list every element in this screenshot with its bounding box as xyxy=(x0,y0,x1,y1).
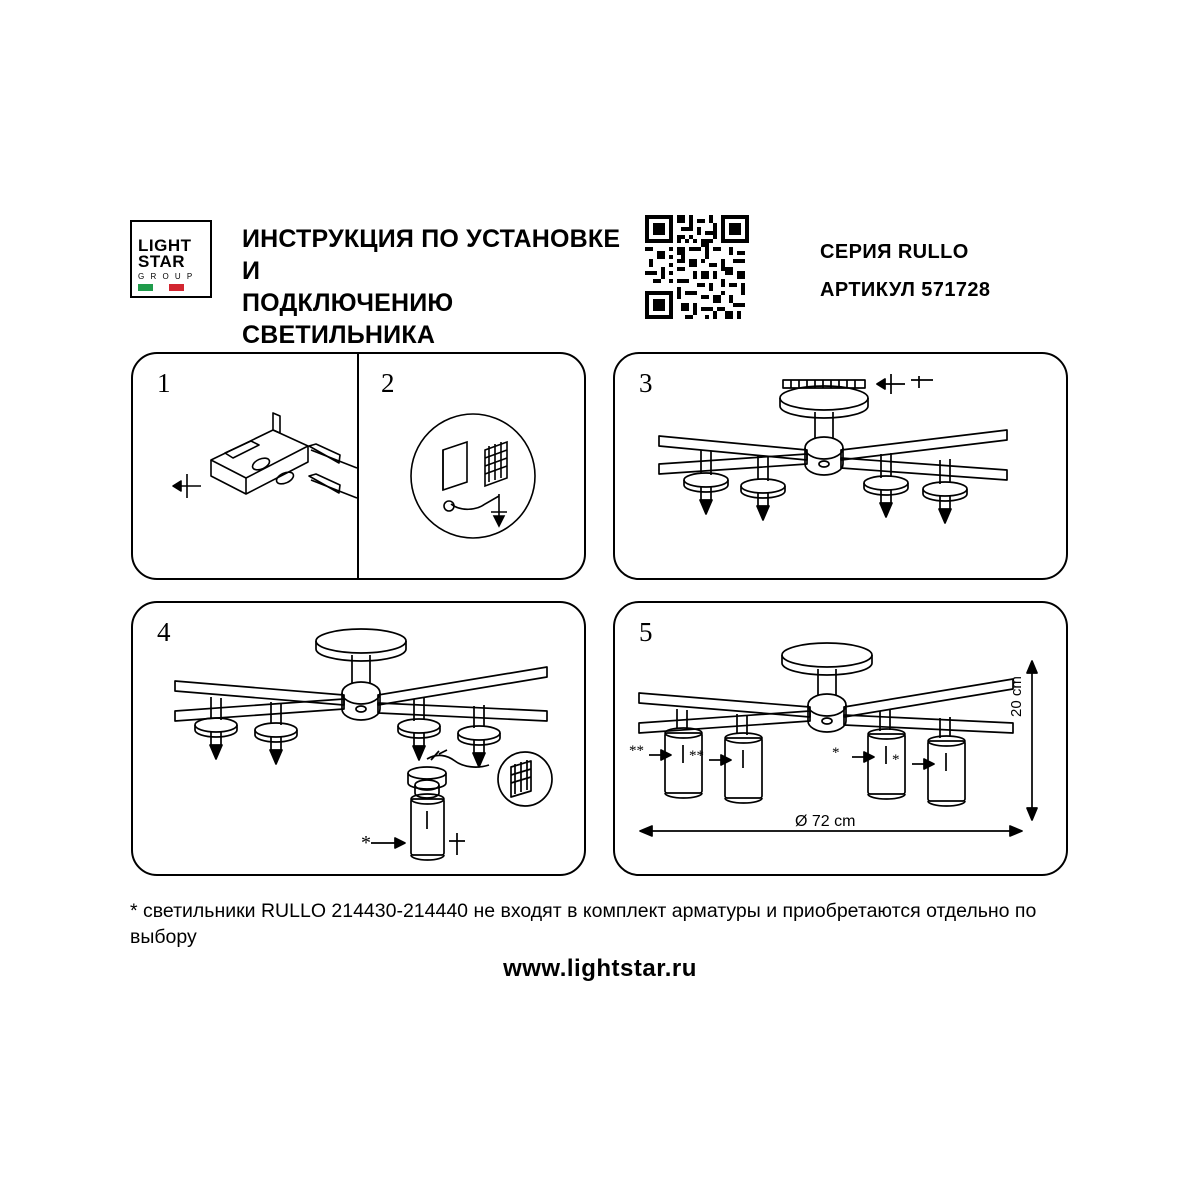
step-panel-5 xyxy=(613,601,1068,876)
step-panel-4 xyxy=(131,601,586,876)
asterisk-mark-5a: ** xyxy=(629,743,644,759)
height-dimension-label: 20 cm xyxy=(1008,676,1025,717)
step-panel-3 xyxy=(613,352,1068,580)
website-url[interactable]: www.lightstar.ru xyxy=(503,955,697,982)
qr-code-icon xyxy=(645,215,749,319)
brand-logo xyxy=(130,220,212,298)
page-title-line-1: ИНСТРУКЦИЯ ПО УСТАНОВКЕ И xyxy=(242,225,621,285)
step-number-3: 3 xyxy=(639,368,653,398)
italy-flag-icon xyxy=(138,284,184,291)
asterisk-mark-5b: ** xyxy=(689,748,704,764)
step-number-2: 2 xyxy=(381,368,395,398)
article-label: АРТИКУЛ 571728 xyxy=(820,279,991,301)
logo-group-text: G R O U P xyxy=(138,271,195,281)
step-number-4: 4 xyxy=(157,617,171,647)
step-number-1: 1 xyxy=(157,368,171,398)
logo-line-1: LIGHT xyxy=(138,235,192,255)
step-1-2-diagram xyxy=(133,354,588,582)
header xyxy=(130,215,1070,349)
page-title xyxy=(242,223,642,351)
product-info xyxy=(820,233,990,309)
step-panel-1-2 xyxy=(131,352,586,580)
footnote-text: * светильники RULLO 214430-214440 не входят в комплект арматуры и приобретаются отдельно по выбору xyxy=(130,900,1037,948)
diameter-dimension-label: Ø 72 cm xyxy=(795,813,856,830)
asterisk-mark-5c: * xyxy=(832,745,840,761)
step-5-diagram xyxy=(615,603,1070,878)
step-4-diagram xyxy=(133,603,588,878)
asterisk-mark-4: * xyxy=(361,832,371,854)
step-3-diagram xyxy=(615,354,1070,582)
step-number-5: 5 xyxy=(639,617,653,647)
page-title-line-2: ПОДКЛЮЧЕНИЮ СВЕТИЛЬНИКА xyxy=(242,289,454,349)
logo-line-2: STAR xyxy=(138,251,186,271)
asterisk-mark-5d: * xyxy=(892,752,900,768)
series-label: СЕРИЯ RULLO xyxy=(820,241,969,263)
